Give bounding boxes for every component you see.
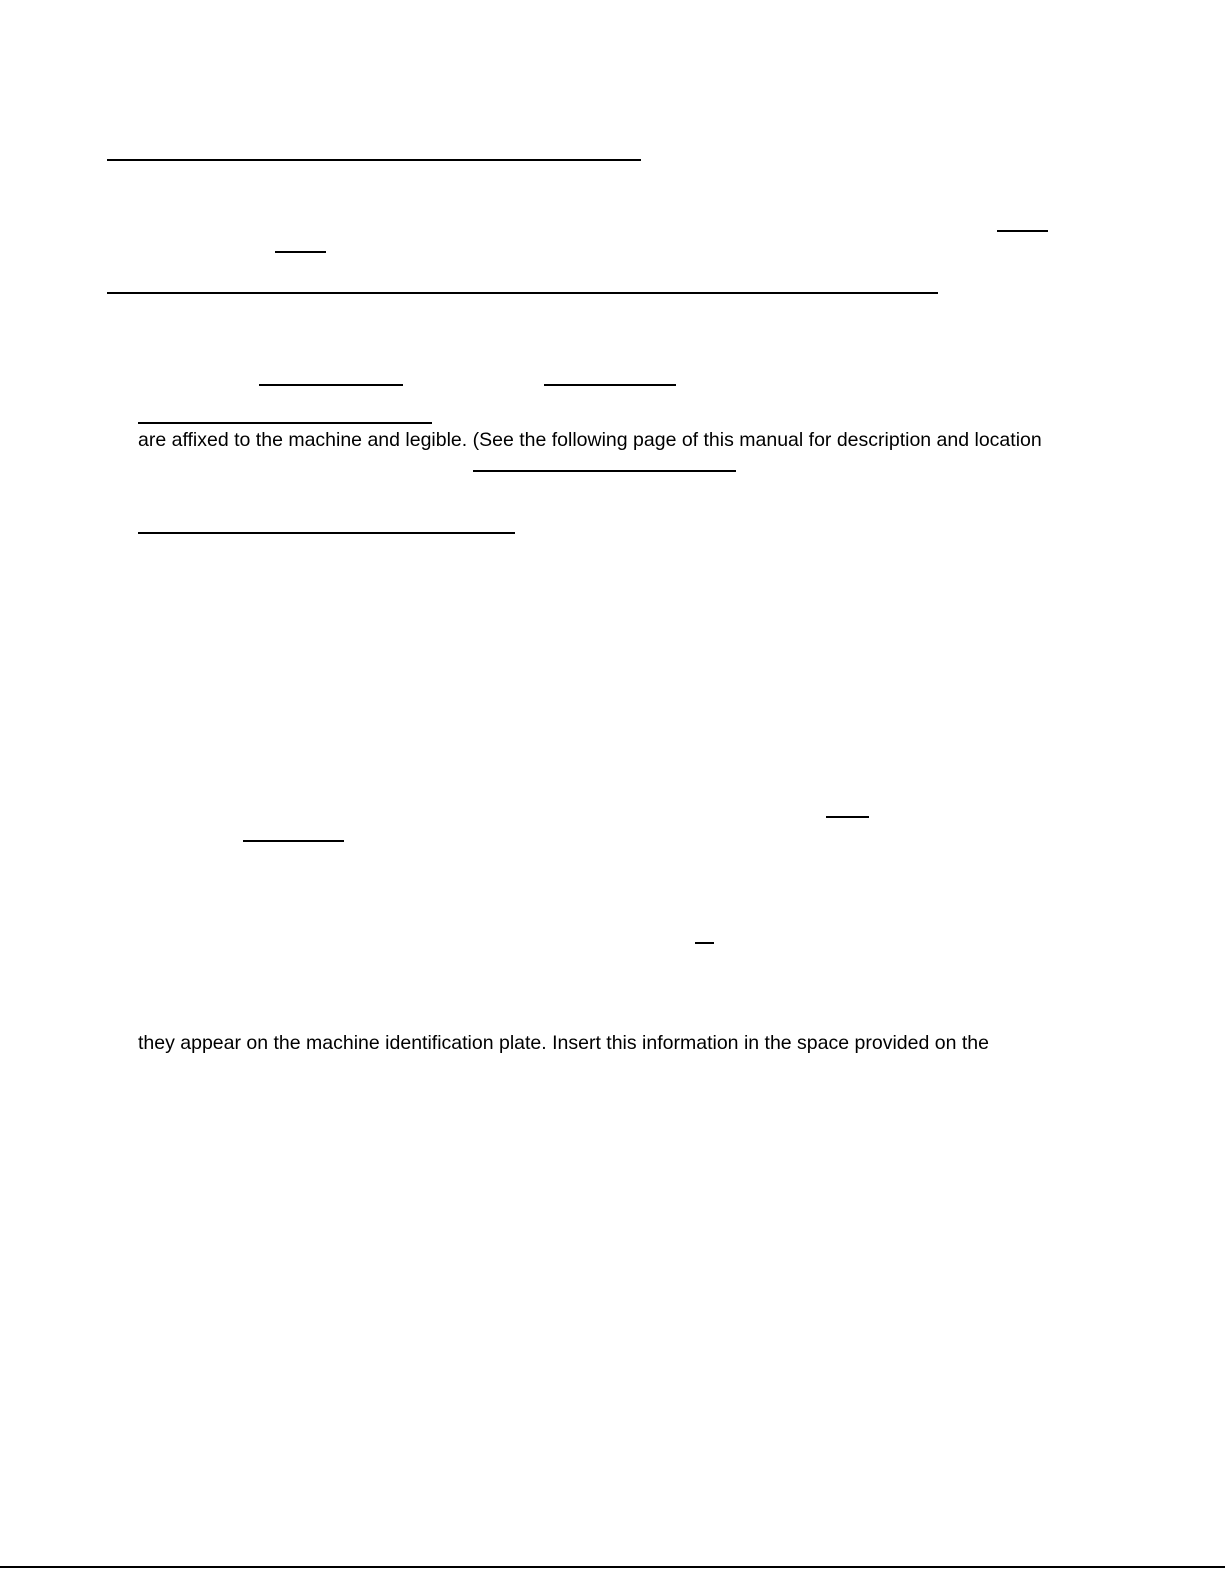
body-text-line: are affixed to the machine and legible. (See the following page of this manual for description and location <box>138 429 1042 451</box>
underline-blank <box>275 251 326 253</box>
underline-blank <box>138 532 515 534</box>
underline-blank <box>695 942 714 944</box>
underline-blank <box>107 292 938 294</box>
underline-blank <box>826 816 869 818</box>
underline-blank <box>997 230 1048 232</box>
underline-blank <box>544 384 676 386</box>
underline-blank <box>107 159 641 161</box>
underline-blank <box>243 840 344 842</box>
underline-blank <box>473 470 736 472</box>
underline-blank <box>138 422 432 424</box>
body-text-line: they appear on the machine identification plate. Insert this information in the space provided on the <box>138 1032 989 1054</box>
underline-blank <box>259 384 403 386</box>
page-bottom-border <box>0 1566 1225 1568</box>
